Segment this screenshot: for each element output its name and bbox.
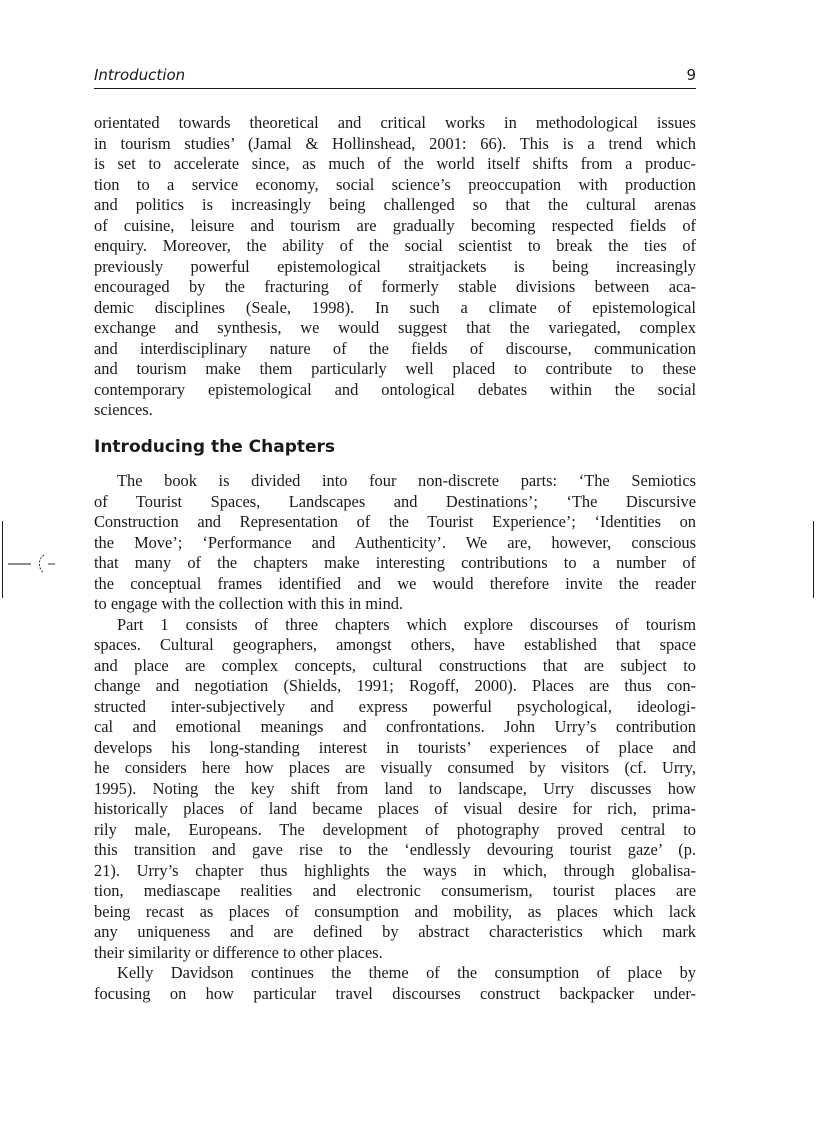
- text-line: develops his long-standing interest in tourists’ experiences of place and: [94, 737, 696, 757]
- text-line: 1995). Noting the key shift from land to landscape, Urry discusses how: [94, 778, 696, 798]
- text-line: tion to a service economy, social science’s preoccupation with production: [94, 174, 696, 194]
- text-line: enquiry. Moreover, the ability of the social scientist to break the ties of: [94, 236, 696, 255]
- text-line: Part 1 consists of three chapters which explore discourses of tourism: [117, 614, 696, 634]
- text-line: and tourism make them particularly well placed to contribute to these: [94, 359, 696, 378]
- text-line: is set to accelerate since, as much of the world itself shifts from a produc-: [94, 154, 696, 173]
- running-head: [94, 66, 696, 84]
- running-head-title: Introduction: [94, 66, 186, 84]
- text-line: change and negotiation (Shields, 1991; Rogoff, 2000). Places are thus con-: [94, 676, 696, 695]
- text-line: of Tourist Spaces, Landscapes and Destinations’; ‘The Discursive: [94, 491, 696, 511]
- section-heading: Introducing the Chapters: [94, 437, 336, 457]
- registration-mark-icon: [8, 551, 56, 577]
- text-line: focusing on how particular travel discourses construct backpacker under-: [94, 983, 696, 1003]
- text-line: and politics is increasingly being challenged so that the cultural arenas: [94, 195, 696, 214]
- crop-mark-left: [2, 521, 3, 598]
- text-line: The book is divided into four non-discrete parts: ‘The Semiotics: [117, 471, 696, 490]
- text-line: tion, mediascape realities and electronic consumerism, tourist places are: [94, 881, 696, 900]
- text-line: Construction and Representation of the Tourist Experience’; ‘Identities on: [94, 512, 696, 531]
- text-line: 21). Urry’s chapter thus highlights the ways in which, through globalisa-: [94, 860, 696, 880]
- text-line: orientated towards theoretical and critical works in methodological issues: [94, 113, 696, 132]
- text-line: to engage with the collection with this in mind.: [94, 594, 404, 613]
- text-line: in tourism studies’ (Jamal & Hollinshead, 2001: 66). This is a trend which: [94, 133, 696, 153]
- text-line: their similarity or difference to other places.: [94, 942, 383, 962]
- text-line: previously powerful epistemological straitjackets is being increasingly: [94, 256, 696, 276]
- text-line: historically places of land became places of visual desire for rich, prima-: [94, 799, 696, 818]
- text-line: exchange and synthesis, we would suggest that the variegated, complex: [94, 318, 696, 337]
- text-line: being recast as places of consumption and mobility, as places which lack: [94, 901, 696, 921]
- text-line: that many of the chapters make interesting contributions to a number of: [94, 553, 696, 572]
- text-line: cal and emotional meanings and confrontations. John Urry’s contribution: [94, 717, 696, 736]
- text-line: he considers here how places are visually consumed by visitors (cf. Urry,: [94, 758, 696, 777]
- crop-mark-right: [813, 521, 814, 598]
- text-line: of cuisine, leisure and tourism are gradually becoming respected fields of: [94, 215, 696, 235]
- text-line: Kelly Davidson continues the theme of the consumption of place by: [117, 963, 696, 982]
- page-number: 9: [686, 66, 696, 84]
- paragraph-1: [94, 113, 696, 421]
- text-line: encouraged by the fracturing of formerly stable divisions between aca-: [94, 277, 696, 296]
- text-line: and interdisciplinary nature of the fields of discourse, communication: [94, 338, 696, 358]
- text-line: any uniqueness and are defined by abstract characteristics which mark: [94, 922, 696, 941]
- text-line: contemporary epistemological and ontological debates within the social: [94, 379, 696, 399]
- text-line: spaces. Cultural geographers, amongst others, have established that space: [94, 635, 696, 654]
- text-line: and place are complex concepts, cultural constructions that are subject to: [94, 655, 696, 675]
- header-rule: [94, 88, 696, 89]
- text-line: rily male, Europeans. The development of photography proved central to: [94, 819, 696, 839]
- text-line: this transition and gave rise to the ‘endlessly devouring tourist gaze’ (p.: [94, 840, 696, 859]
- text-line: structed inter-subjectively and express powerful psychological, ideologi-: [94, 696, 696, 716]
- text-line: demic disciplines (Seale, 1998). In such a climate of epistemological: [94, 297, 696, 317]
- body-text: [94, 471, 696, 1004]
- text-line: the Move’; ‘Performance and Authenticity’. We are, however, conscious: [94, 532, 696, 552]
- text-line: sciences.: [94, 400, 153, 419]
- text-line: the conceptual frames identified and we would therefore invite the reader: [94, 573, 696, 593]
